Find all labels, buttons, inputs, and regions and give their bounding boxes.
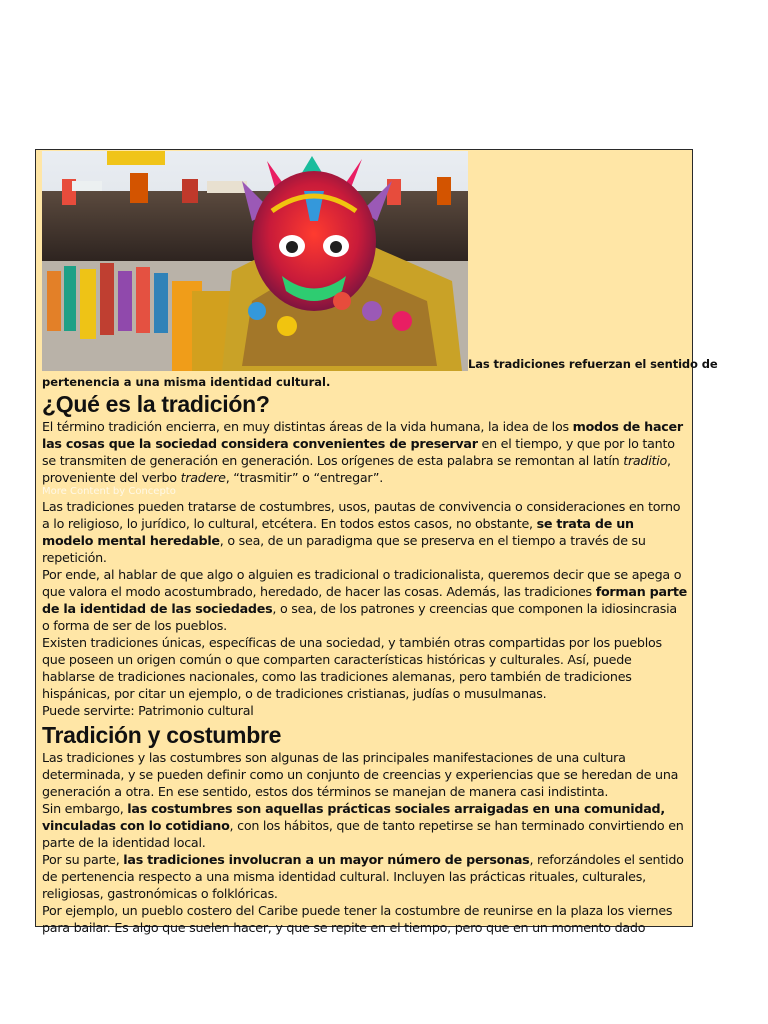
more-content-link[interactable]: More Content by Concepto bbox=[42, 486, 176, 497]
photo-caption-line2: pertenencia a una misma identidad cultural. bbox=[42, 375, 331, 389]
p7-text-2: , con los hábitos, que de tanto repetirse se han terminado convirtiendo en parte de la identidad local. bbox=[42, 818, 684, 850]
p1-italic-2: tradere bbox=[180, 470, 226, 485]
paragraph-4: Existen tradiciones únicas, específicas de una sociedad, y también otras compartidas por los pueblos que poseen un origen común o que comparten características históricas y culturales. Así, puede hablarse de tradiciones nacionales, como las tradiciones alemanas, pero también de tradiciones hispánicas, por citar un ejemplo, o de tradiciones cristianas, judías o musulmanas. bbox=[42, 635, 662, 701]
p1-text-4: , “trasmitir” o “entregar”. bbox=[225, 470, 384, 485]
paragraph-9: Por ejemplo, un pueblo costero del Caribe puede tener la costumbre de reunirse en la plaza los viernes para bailar. Es algo que suelen hacer, y que se repite en el tiempo, pero que en un momento dado bbox=[42, 903, 673, 935]
photo-caption-line1: Las tradiciones refuerzan el sentido de bbox=[468, 357, 718, 371]
p7-text-1: Sin embargo, bbox=[42, 801, 128, 816]
p1-text-1: El término tradición encierra, en muy distintas áreas de la vida humana, la idea de los bbox=[42, 419, 573, 434]
p8-bold-1: las tradiciones involucran a un mayor número de personas bbox=[123, 852, 530, 867]
festival-photo-illustration bbox=[42, 151, 468, 371]
photo-row bbox=[36, 150, 718, 389]
p3-text-2: , o sea, de los patrones y creencias que componen la idiosincrasia o forma de ser de los pueblos. bbox=[42, 601, 677, 633]
see-also-line: Puede servirte: Patrimonio cultural bbox=[42, 703, 254, 718]
document-panel bbox=[35, 149, 718, 935]
p1-italic-1: traditio bbox=[623, 453, 668, 468]
p8-text-2: , reforzándoles el sentido de pertenencia respecto a una misma identidad cultural. Incluyen las prácticas rituales, culturales, religiosas, gastronómicas o folklóricas. bbox=[42, 852, 684, 901]
article-body bbox=[42, 390, 687, 936]
p3-text-1: Por ende, al hablar de que algo o alguien es tradicional o tradicionalista, queremos decir que se apega o que valora el modo acostumbrado, heredado, de hacer las cosas. Además, las tradiciones bbox=[42, 567, 682, 599]
festival-photo bbox=[42, 151, 468, 371]
p8-text-1: Por su parte, bbox=[42, 852, 124, 867]
paragraph-3 bbox=[42, 566, 687, 634]
paragraph-2 bbox=[42, 498, 687, 566]
paragraph-1 bbox=[42, 418, 687, 486]
section-heading-tradicion-costumbre: Tradición y costumbre bbox=[42, 722, 282, 748]
paragraph-6: Las tradiciones y las costumbres son algunas de las principales manifestaciones de una cultura determinada, y se pueden definir como un conjunto de creencias y experiencias que se heredan de una generación a otra. En ese sentido, estos dos términos se manejan de manera casi indistinta. bbox=[42, 750, 679, 799]
p2-text-2: , o sea, de un paradigma que se preserva en el tiempo a través de su repetición. bbox=[42, 533, 646, 565]
paragraph-7 bbox=[42, 800, 687, 851]
p1-text-3: , proveniente del verbo bbox=[42, 453, 671, 485]
p7-bold-1: las costumbres son aquellas prácticas sociales arraigadas en una comunidad, vinculadas con lo cotidiano bbox=[42, 801, 665, 833]
p1-bold-1: modos de hacer las cosas que la sociedad considera convenientes de preservar bbox=[42, 419, 683, 451]
p3-bold-1: forman parte de la identidad de las sociedades bbox=[42, 584, 687, 616]
paragraph-8 bbox=[42, 851, 687, 902]
p1-text-2: en el tiempo, y que por lo tanto se transmiten de generación en generación. Los orígenes de esta palabra se remontan al latín bbox=[42, 436, 675, 468]
section-heading-que-es: ¿Qué es la tradición? bbox=[42, 391, 270, 417]
p2-text-1: Las tradiciones pueden tratarse de costumbres, usos, pautas de convivencia o consideraciones en torno a lo religioso, lo jurídico, lo cultural, etcétera. En todos estos casos, no obstante, bbox=[42, 499, 681, 531]
p2-bold-1: se trata de un modelo mental heredable bbox=[42, 516, 634, 548]
